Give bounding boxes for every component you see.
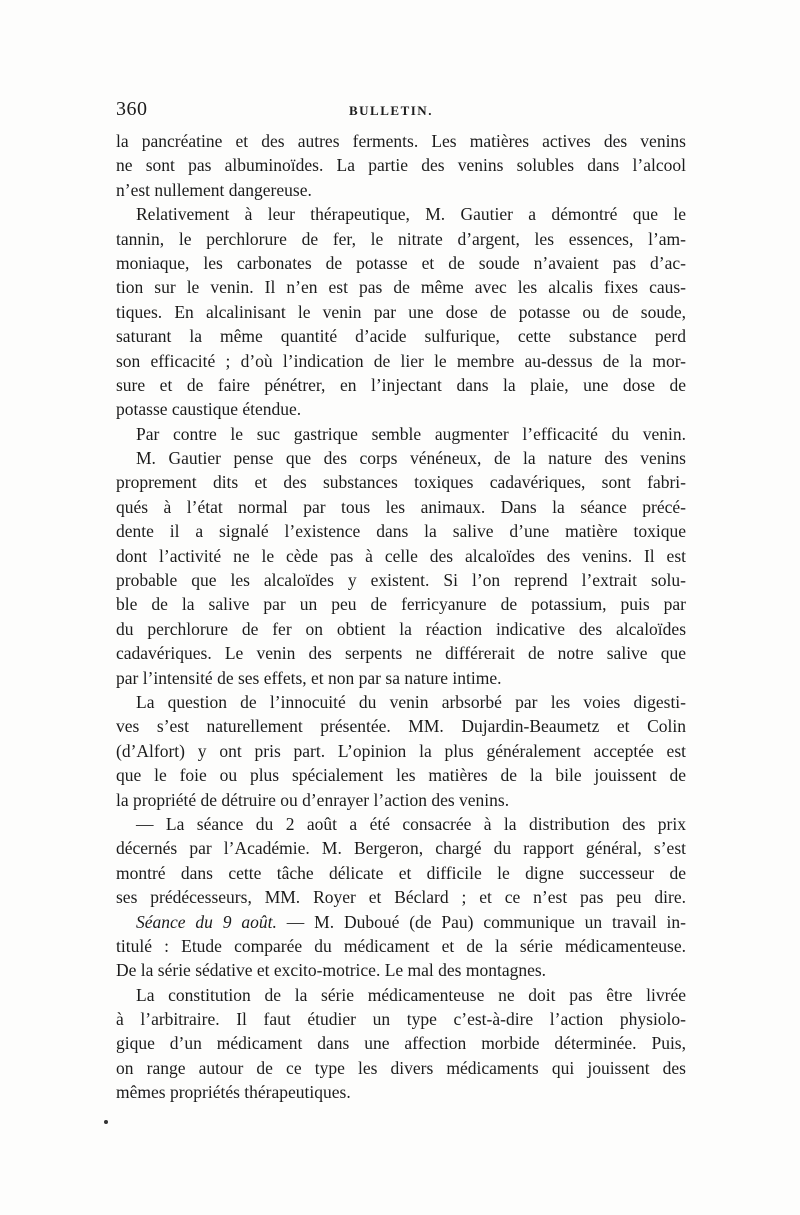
text-line: proprement dits et des substances toxiques cadavériques, sont fabri- (116, 472, 686, 493)
text-line: ne sont pas albuminoïdes. La partie des venins solubles dans l’alcool (116, 155, 686, 176)
text-line: titulé : Etude comparée du médicament et de la série médicamenteuse. (116, 935, 686, 956)
text-line: à l’arbitraire. Il faut étudier un type c’est-à-dire l’action physiolo- (116, 1009, 686, 1030)
text-line: M. Gautier pense que des corps vénéneux, de la nature des venins (136, 448, 686, 469)
text-line: montré dans cette tâche délicate et difficile le digne successeur de (116, 862, 686, 883)
text-line: potasse caustique étendue. (116, 399, 302, 420)
text-line (116, 910, 686, 934)
text-line: dente il a signalé l’existence dans la salive d’une matière toxique (116, 521, 686, 542)
text-line: cadavériques. Le venin des serpents ne différerait de notre salive que (116, 643, 686, 664)
body-text (116, 129, 686, 1105)
text-line: La question de l’innocuité du venin arbsorbé par les voies digesti- (136, 691, 686, 712)
text-line: par l’intensité de ses effets, et non par sa nature intime. (116, 667, 502, 688)
text-line: du perchlorure de fer on obtient la réaction indicative des alcaloïdes (116, 618, 686, 639)
page-number: 360 (116, 98, 148, 120)
text-line: dont l’activité ne le cède pas à celle des alcaloïdes des venins. Il est (116, 545, 686, 566)
text-line: tannin, le perchlorure de fer, le nitrate d’argent, les essences, l’am- (116, 228, 686, 249)
text-line: Par contre le suc gastrique semble augmenter l’efficacité du venin. (136, 423, 686, 444)
text-line: son efficacité ; d’où l’indication de lier le membre au-dessus de la mor- (116, 350, 686, 371)
text-line: probable que les alcaloïdes y existent. Si l’on reprend l’extrait solu- (116, 570, 686, 591)
ink-mark (104, 1120, 108, 1124)
text-line: qués à l’état normal par tous les animaux. Dans la séance précé- (116, 496, 686, 517)
text-line: Relativement à leur thérapeutique, M. Gautier a démontré que le (136, 204, 686, 225)
text-line: sure et de faire pénétrer, en l’injectant dans la plaie, une dose de (116, 374, 686, 395)
text-line: on range autour de ce type les divers médicaments qui jouissent des (116, 1057, 686, 1078)
text-line: ses prédécesseurs, MM. Royer et Béclard ; et ce n’est pas peu dire. (116, 887, 686, 908)
text-line: ves s’est naturellement présentée. MM. Dujardin-Beaumetz et Colin (116, 716, 686, 737)
session-text: — M. Duboué (de Pau) communique un travail in- (276, 911, 686, 932)
text-line: La constitution de la série médicamenteuse ne doit pas être livrée (136, 984, 686, 1005)
page-header (116, 98, 688, 126)
running-head: BULLETIN. (349, 103, 433, 118)
text-line: gique d’un médicament dans une affection morbide déterminée. Puis, (116, 1033, 686, 1054)
text-line: moniaque, les carbonates de potasse et de soude n’avaient pas d’ac- (116, 252, 686, 273)
text-line: décernés par l’Académie. M. Bergeron, chargé du rapport général, s’est (116, 838, 686, 859)
text-line: De la série sédative et excito-motrice. Le mal des montagnes. (116, 960, 547, 981)
text-line: — La séance du 2 août a été consacrée à la distribution des prix (136, 813, 686, 834)
text-line: que le foie ou plus spécialement les matières de la bile jouissent de (116, 765, 686, 786)
text-line: tiques. En alcalinisant le venin par une dose de potasse ou de soude, (116, 301, 686, 322)
text-line: la pancréatine et des autres ferments. Les matières actives des venins (116, 131, 686, 151)
text-line: saturant la même quantité d’acide sulfurique, cette substance perd (116, 326, 686, 347)
text-line: tion sur le venin. Il n’en est pas de même avec les alcalis fixes caus- (116, 277, 686, 298)
session-date: Séance du 9 août. (136, 911, 277, 932)
text-line: ble de la salive par un peu de ferricyanure de potassium, puis par (116, 594, 686, 615)
text-line: n’est nullement dangereuse. (116, 179, 312, 200)
text-line: (d’Alfort) y ont pris part. L’opinion la plus généralement acceptée est (116, 740, 686, 761)
text-line: mêmes propriétés thérapeutiques. (116, 1082, 351, 1103)
text-line: la propriété de détruire ou d’enrayer l’action des venins. (116, 789, 510, 810)
